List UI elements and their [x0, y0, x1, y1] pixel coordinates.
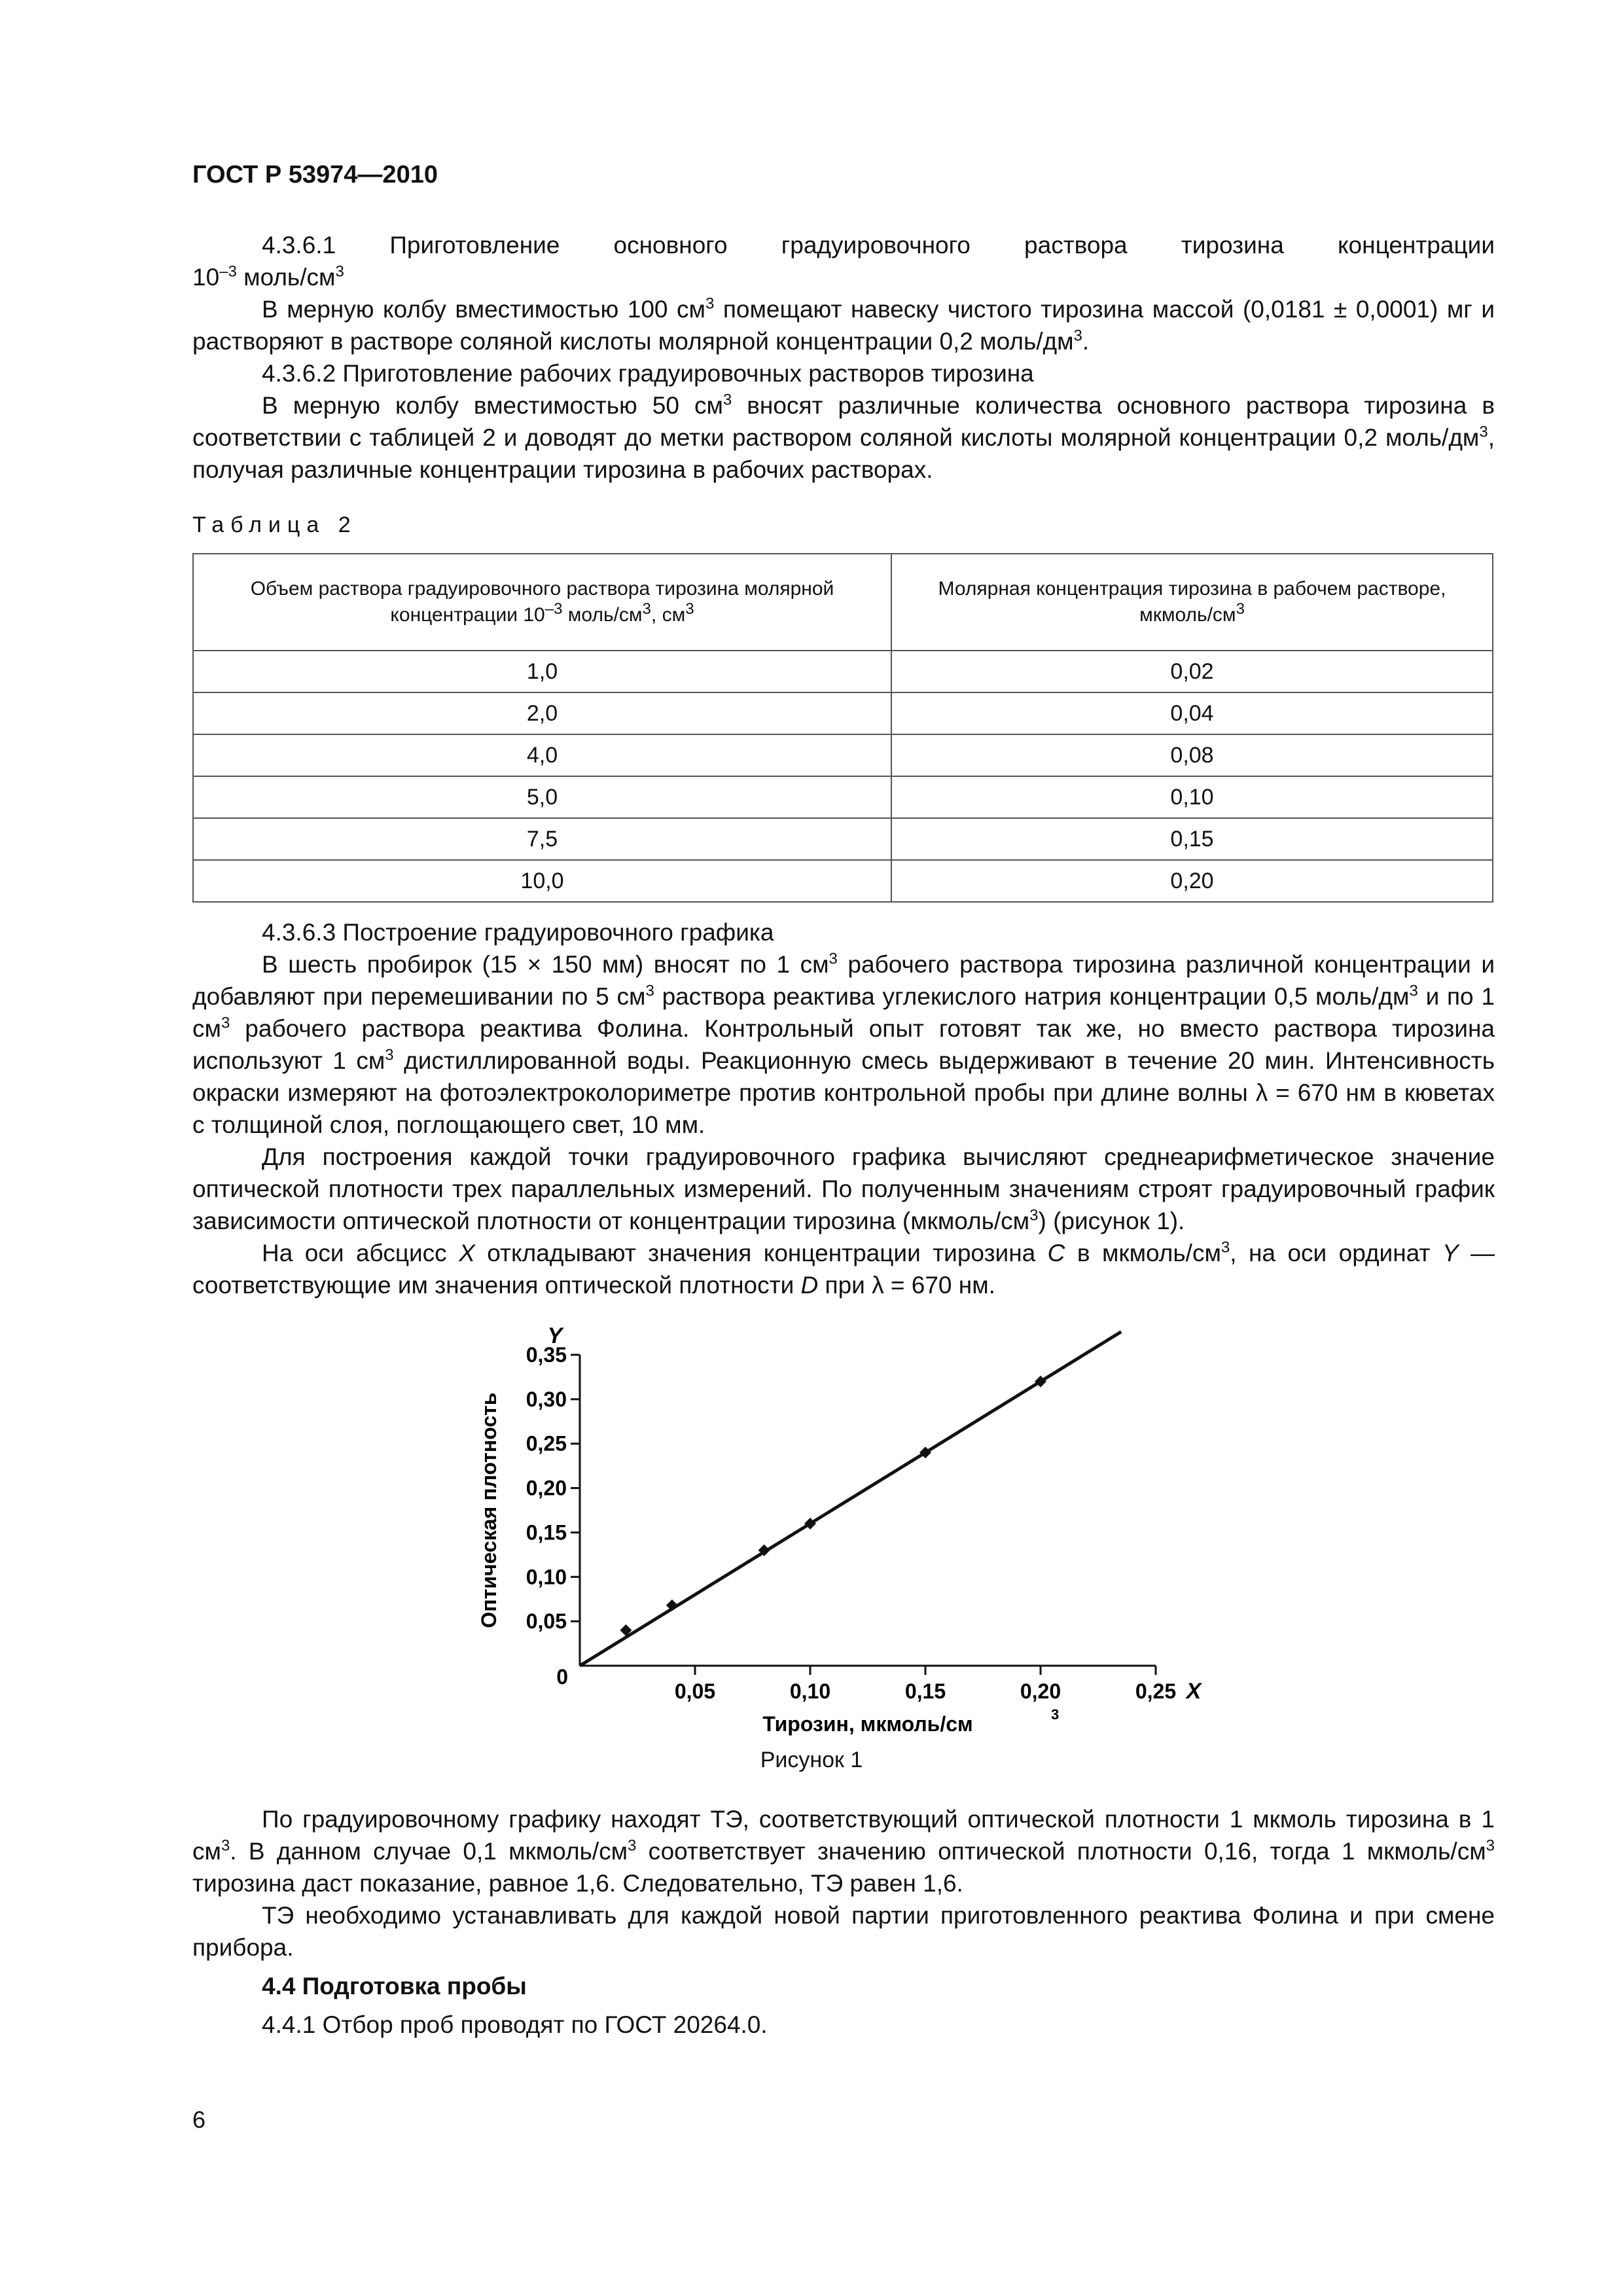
table-cell: 0,02	[891, 651, 1493, 692]
text: , см	[651, 604, 686, 626]
text: рабочего раствора тирозина различной концентрации и добавляют при перемешивании по 5 см	[192, 951, 1495, 1010]
text: откладывают значения концентрации тирозина	[474, 1240, 1048, 1266]
section-4-3-6-1-block	[192, 229, 1495, 486]
superscript: 3	[1221, 1238, 1230, 1257]
x-tick-label: 0,25	[1135, 1679, 1177, 1703]
paragraph-te-batch: ТЭ необходимо устанавливать для каждой новой партии приготовленного реактива Фолина и при смене прибора.	[192, 1902, 1495, 1961]
text: В мерную колбу вместимостью 50 см	[262, 392, 723, 419]
text: На оси абсцисс	[262, 1240, 459, 1266]
superscript: 3	[642, 600, 651, 618]
paragraph-axes	[192, 1237, 1495, 1301]
table-cell: 0,15	[891, 818, 1493, 860]
var-x: X	[459, 1240, 475, 1266]
superscript: 3	[705, 295, 715, 313]
text: вносят различные количества основного раствора тирозина в соответствии с таблицей 2 и доводят до метки раствором соляной кислоты молярной концентрации 0,2 моль/дм	[192, 392, 1495, 451]
document-header: ГОСТ Р 53974—2010	[192, 161, 438, 188]
superscript: 3	[385, 1046, 394, 1064]
text: ) (рисунок 1).	[1038, 1208, 1185, 1234]
paragraph-calibration-points	[192, 1141, 1495, 1237]
x-tick-label: 0,10	[789, 1679, 831, 1703]
y-axis-letter: Y	[547, 1323, 563, 1348]
superscript: 3	[221, 1837, 230, 1855]
section-te-block	[192, 1803, 1495, 2041]
y-tick-label: 0,25	[526, 1431, 567, 1456]
y-tick-label: 0,30	[526, 1387, 567, 1411]
table-cell: 1,0	[193, 651, 891, 692]
superscript: 3	[1073, 327, 1082, 345]
text: рабочего раствора реактива Фолина. Контрольный опыт готовят так же, но вместо раствора тирозина используют 1 см	[192, 1015, 1495, 1074]
table-cell: 10,0	[193, 860, 891, 902]
paragraph-te	[192, 1803, 1495, 1899]
y-tick-label: 0,20	[526, 1476, 567, 1500]
text: Молярная концентрация тирозина в рабочем растворе, мкмоль/см	[938, 578, 1446, 626]
superscript: –3	[544, 600, 563, 618]
table-cell: 2,0	[193, 692, 891, 734]
paragraph-4-3-6-2: 4.3.6.2 Приготовление рабочих градуировочных растворов тирозина	[262, 360, 1034, 387]
table-cell: 0,08	[891, 734, 1493, 776]
table-row	[193, 860, 1493, 902]
text: моль/см	[236, 264, 336, 291]
x-tick-label: 0,20	[1020, 1679, 1061, 1703]
text: моль/см	[562, 604, 643, 626]
paragraph-flask-50	[192, 389, 1495, 486]
x-tick-label: 0,05	[674, 1679, 716, 1703]
table-cell: 4,0	[193, 734, 891, 776]
superscript: 3	[645, 982, 654, 1000]
table-header-concentration	[891, 554, 1493, 651]
figure-caption: Рисунок 1	[760, 1748, 863, 1772]
page-number: 6	[192, 2106, 206, 2133]
paragraph-flask-100	[192, 293, 1495, 357]
superscript: 3	[722, 391, 732, 409]
text: и по 1 см	[192, 983, 1495, 1042]
table-row	[193, 734, 1493, 776]
superscript: 3	[829, 950, 838, 968]
table-row	[193, 651, 1493, 692]
paragraph-4-3-6-1-cont	[192, 261, 1495, 293]
superscript: –3	[219, 262, 237, 281]
y-tick-label: 0,10	[526, 1565, 567, 1589]
text: По градуировочному графику находят ТЭ, соответствующий оптической плотности 1 мкмоль тирозина в 1 см	[192, 1806, 1495, 1865]
superscript: 3	[221, 1014, 230, 1032]
text: тирозина даст показание, равное 1,6. Следовательно, ТЭ равен 1,6.	[192, 1870, 963, 1897]
superscript: 3	[1029, 1206, 1039, 1225]
text: при λ = 670 нм.	[818, 1272, 995, 1299]
text: раствора реактива углекислого натрия концентрации 0,5 моль/дм	[654, 983, 1410, 1010]
table-cell: 0,20	[891, 860, 1493, 902]
y-axis-title: Оптическая плотность	[477, 1392, 501, 1628]
superscript: 3	[628, 1837, 637, 1855]
text: соответствует значению оптической плотности 0,16, тогда 1 мкмоль/см	[636, 1838, 1486, 1865]
x-tick-label: 0,15	[904, 1679, 946, 1703]
text: Для построения каждой точки градуировочного графика вычисляют среднеарифметическое значение оптической плотности трех параллельных измерений. По полученным значениям строят градуировочный график зависимости оптической плотности от концентрации тирозина (мкмоль/см	[192, 1143, 1495, 1234]
var-c: C	[1047, 1240, 1065, 1266]
table-cell: 5,0	[193, 776, 891, 818]
table-caption: Таблица 2	[192, 512, 357, 537]
text: 4.3.6.1 Приготовление основного градуировочного раствора тирозина концентрации	[262, 232, 1495, 259]
text: , на оси ординат	[1230, 1240, 1442, 1266]
section-4-3-6-3-block	[192, 916, 1495, 1301]
text: в мкмоль/см	[1065, 1240, 1221, 1266]
x-axis-letter: X	[1186, 1679, 1202, 1704]
var-d: D	[800, 1272, 819, 1299]
section-heading-4-4: 4.4 Подготовка пробы	[262, 1973, 527, 2000]
text: дистиллированной воды. Реакционную смесь выдерживают в течение 20 мин. Интенсивность окраски измеряют на фотоэлектроколориметре против контрольной пробы при длине волны λ = 670 нм в кюветах с толщиной слоя, поглощающего свет, 10 мм.	[192, 1047, 1495, 1138]
superscript: 3	[1486, 1837, 1495, 1855]
text: В шесть пробирок (15 × 150 мм) вносят по 1 см	[262, 951, 829, 978]
table-header-volume	[193, 554, 891, 651]
origin-label: 0	[556, 1665, 568, 1689]
table-row	[193, 776, 1493, 818]
table-2	[192, 553, 1493, 903]
superscript: 3	[1409, 982, 1418, 1000]
calibration-chart	[458, 1299, 1243, 1744]
text: , получая различные концентрации тирозина в рабочих растворах.	[192, 424, 1495, 483]
table-cell: 0,10	[891, 776, 1493, 818]
text: В мерную колбу вместимостью 100 см	[262, 296, 705, 323]
superscript: 3	[1236, 600, 1245, 618]
paragraph-4-3-6-3: 4.3.6.3 Построение градуировочного графика	[262, 919, 774, 946]
superscript: 3	[1479, 423, 1488, 441]
paragraph-test-tubes	[192, 948, 1495, 1141]
figure-1	[458, 1299, 1243, 1748]
y-tick-label: 0,15	[526, 1520, 567, 1545]
y-tick-label: 0,35	[526, 1343, 567, 1367]
x-axis-title: Тирозин, мкмоль/см	[762, 1712, 973, 1736]
table-header-row	[193, 554, 1493, 651]
text: 10	[192, 264, 220, 291]
var-y: Y	[1442, 1240, 1459, 1266]
table-cell: 0,04	[891, 692, 1493, 734]
table-cell: 7,5	[193, 818, 891, 860]
table-row	[193, 692, 1493, 734]
superscript: 3	[335, 262, 344, 281]
superscript: 3	[685, 600, 694, 618]
table-row	[193, 818, 1493, 860]
paragraph-4-3-6-1	[192, 229, 1495, 261]
y-tick-label: 0,05	[526, 1609, 567, 1634]
text: . В данном случае 0,1 мкмоль/см	[230, 1838, 628, 1865]
x-axis-title-sup: 3	[1051, 1706, 1060, 1723]
text: — соответствующие им значения оптической плотности	[192, 1240, 1495, 1299]
data-point	[666, 1600, 678, 1611]
text: .	[1082, 328, 1090, 355]
text: помещают навеску чистого тирозина массой (0,0181 ± 0,0001) мг и растворяют в растворе соляной кислоты молярной концентрации 0,2 моль/дм	[192, 296, 1495, 355]
paragraph-4-4-1: 4.4.1 Отбор проб проводят по ГОСТ 20264.0.	[262, 2011, 768, 2038]
text: Объем раствора градуировочного раствора тирозина молярной концентрации 10	[250, 578, 834, 626]
